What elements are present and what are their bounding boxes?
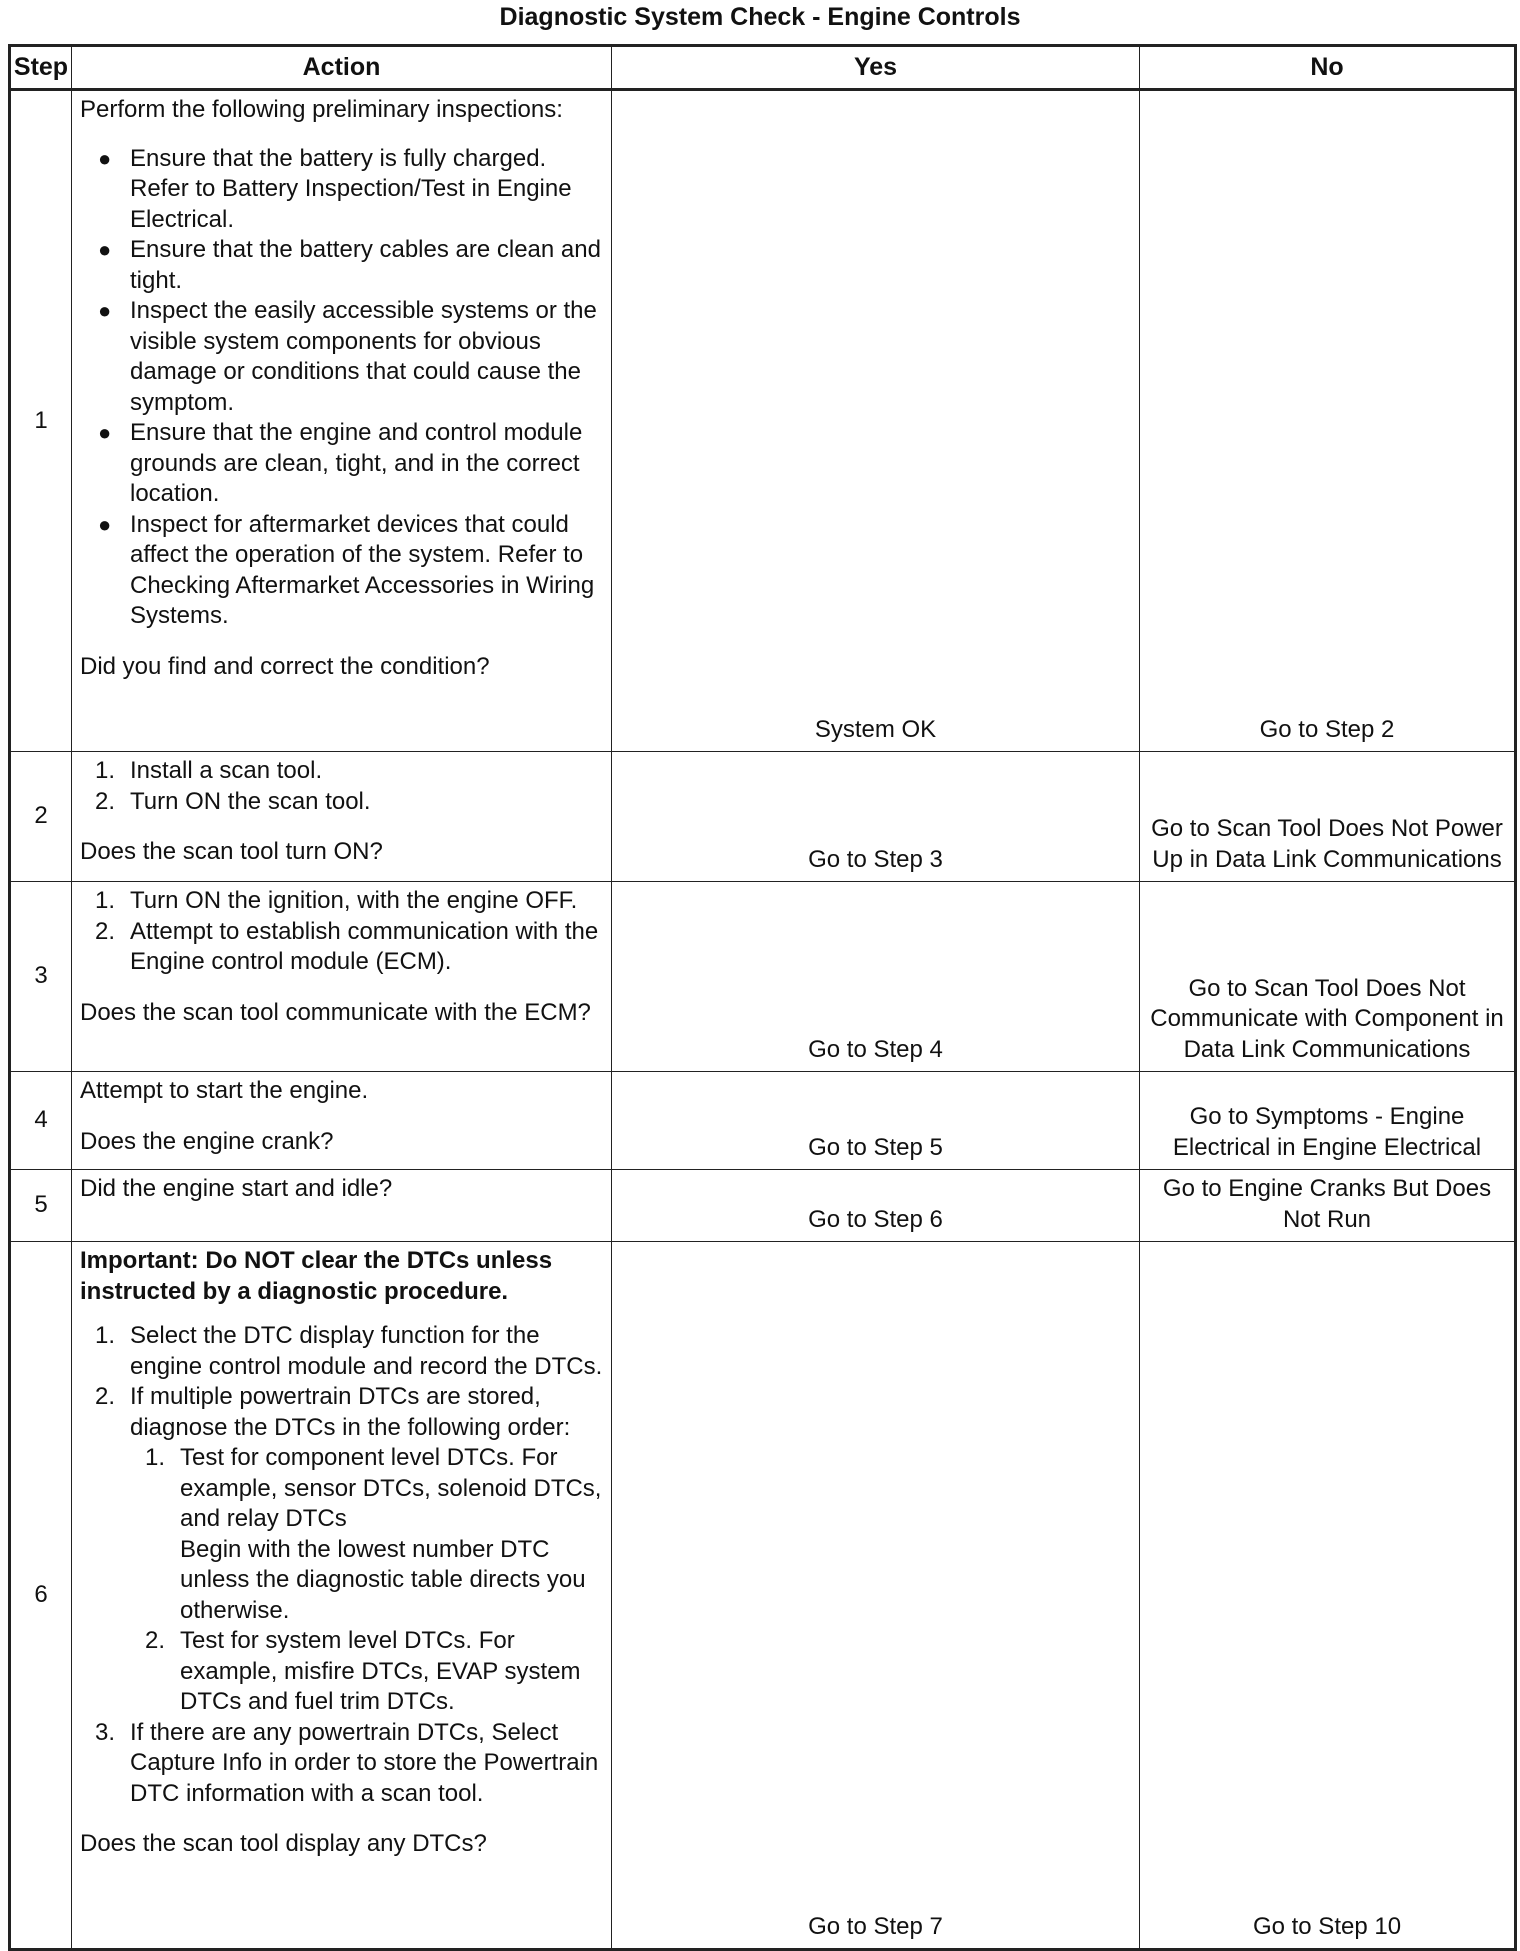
step-number: 3 <box>10 882 72 1072</box>
step-number: 4 <box>10 1072 72 1170</box>
item-text: Turn ON the ignition, with the engine OFF. <box>130 887 578 914</box>
action-question: Does the scan tool communicate with the ECM? <box>80 998 591 1026</box>
item-number: 2. <box>95 787 116 815</box>
table-row <box>10 1242 1516 1950</box>
action-intro: Perform the following preliminary inspections: <box>80 96 563 123</box>
yes-result: Go to Step 4 <box>612 882 1140 1072</box>
table-row <box>10 1170 1516 1242</box>
header-step: Step <box>10 46 72 90</box>
action-intro: Attempt to start the engine. <box>80 1077 369 1104</box>
table-row <box>10 752 1516 882</box>
important-note: Important: Do NOT clear the DTCs unless instructed by a diagnostic procedure. <box>80 1247 553 1305</box>
table-row <box>10 90 1516 752</box>
item-number: 2. <box>95 1383 116 1410</box>
numbered-list <box>80 886 603 978</box>
step-number: 1 <box>10 90 72 752</box>
no-result: Go to Symptoms - Engine Electrical in Engine Electrical <box>1140 1072 1516 1170</box>
no-result: Go to Step 10 <box>1140 1242 1516 1950</box>
numbered-list <box>80 1321 603 1809</box>
numbered-list <box>80 756 603 817</box>
action-cell <box>72 882 612 1072</box>
list-item <box>80 1382 603 1718</box>
header-no: No <box>1140 46 1516 90</box>
action-question: Did the engine start and idle? <box>80 1175 393 1202</box>
table-header-row <box>10 46 1516 90</box>
item-number: 2. <box>95 917 116 945</box>
table-row <box>10 882 1516 1072</box>
item-text: Select the DTC display function for the engine control module and record the DTCs. <box>130 1322 603 1380</box>
list-item <box>80 1321 603 1382</box>
diagnostic-table <box>8 44 1517 1951</box>
item-text: If there are any powertrain DTCs, Select Capture Info in order to store the Powertrain DTC information with a scan tool. <box>130 1718 599 1807</box>
action-cell <box>72 1072 612 1170</box>
no-result: Go to Scan Tool Does Not Communicate with Component in Data Link Communications <box>1140 882 1516 1072</box>
action-cell <box>72 752 612 882</box>
action-question: Did you find and correct the condition? <box>80 652 490 680</box>
step-number: 5 <box>10 1170 72 1242</box>
item-number: 1. <box>95 757 116 784</box>
action-cell <box>72 1242 612 1950</box>
no-result: Go to Engine Cranks But Does Not Run <box>1140 1170 1516 1242</box>
step-number: 2 <box>10 752 72 882</box>
item-text: Test for component level DTCs. For example, sensor DTCs, solenoid DTCs, and relay DTCs <box>180 1444 602 1532</box>
item-number: 3. <box>95 1718 116 1746</box>
action-question: Does the scan tool display any DTCs? <box>80 1830 487 1857</box>
no-result: Go to Step 2 <box>1140 90 1516 752</box>
list-item <box>130 1443 603 1626</box>
action-question: Does the scan tool turn ON? <box>80 838 383 865</box>
action-cell <box>72 1170 612 1242</box>
yes-result: Go to Step 5 <box>612 1072 1140 1170</box>
item-text: Attempt to establish communication with the Engine control module (ECM). <box>130 917 599 975</box>
yes-result: Go to Step 3 <box>612 752 1140 882</box>
header-yes: Yes <box>612 46 1140 90</box>
list-item: ● Ensure that the battery cables are clean and tight. <box>80 235 603 296</box>
action-question: Does the engine crank? <box>80 1127 334 1155</box>
item-text: If multiple powertrain DTCs are stored, diagnose the DTCs in the following order: <box>130 1383 571 1441</box>
list-item: ● Ensure that the engine and control module grounds are clean, tight, and in the correct location. <box>80 418 603 510</box>
step-number: 6 <box>10 1242 72 1950</box>
header-action: Action <box>72 46 612 90</box>
list-item: ● Inspect the easily accessible systems or the visible system components for obvious damage or conditions that could cause the symptom. <box>80 296 603 418</box>
inspection-list <box>80 144 603 632</box>
yes-result: Go to Step 7 <box>612 1242 1140 1950</box>
list-item <box>80 756 603 787</box>
list-item <box>80 1718 603 1810</box>
item-number: 1. <box>145 1444 166 1471</box>
item-text: Install a scan tool. <box>130 757 323 784</box>
list-item <box>130 1626 603 1718</box>
item-text: Test for system level DTCs. For example, misfire DTCs, EVAP system DTCs and fuel trim DTCs. <box>180 1627 581 1715</box>
item-number: 2. <box>145 1627 166 1654</box>
table-row <box>10 1072 1516 1170</box>
item-text: Turn ON the scan tool. <box>130 787 371 815</box>
action-cell <box>72 90 612 752</box>
list-item <box>80 787 603 818</box>
sub-list <box>130 1443 603 1718</box>
list-item: ● Inspect for aftermarket devices that could affect the operation of the system. Refer to Checking Aftermarket Accessories in Wiring Systems. <box>80 510 603 632</box>
list-item <box>80 917 603 978</box>
item-text-continued: Begin with the lowest number DTC unless the diagnostic table directs you otherwise. <box>180 1535 586 1624</box>
page-title: Diagnostic System Check - Engine Controls <box>499 3 1021 31</box>
item-number: 1. <box>95 1322 116 1349</box>
no-result: Go to Scan Tool Does Not Power Up in Data Link Communications <box>1140 752 1516 882</box>
list-item <box>80 886 603 917</box>
yes-result: Go to Step 6 <box>612 1170 1140 1242</box>
yes-result: System OK <box>612 90 1140 752</box>
list-item: ● Ensure that the battery is fully charged. Refer to Battery Inspection/Test in Engine Electrical. <box>80 144 603 236</box>
item-number: 1. <box>95 887 116 914</box>
